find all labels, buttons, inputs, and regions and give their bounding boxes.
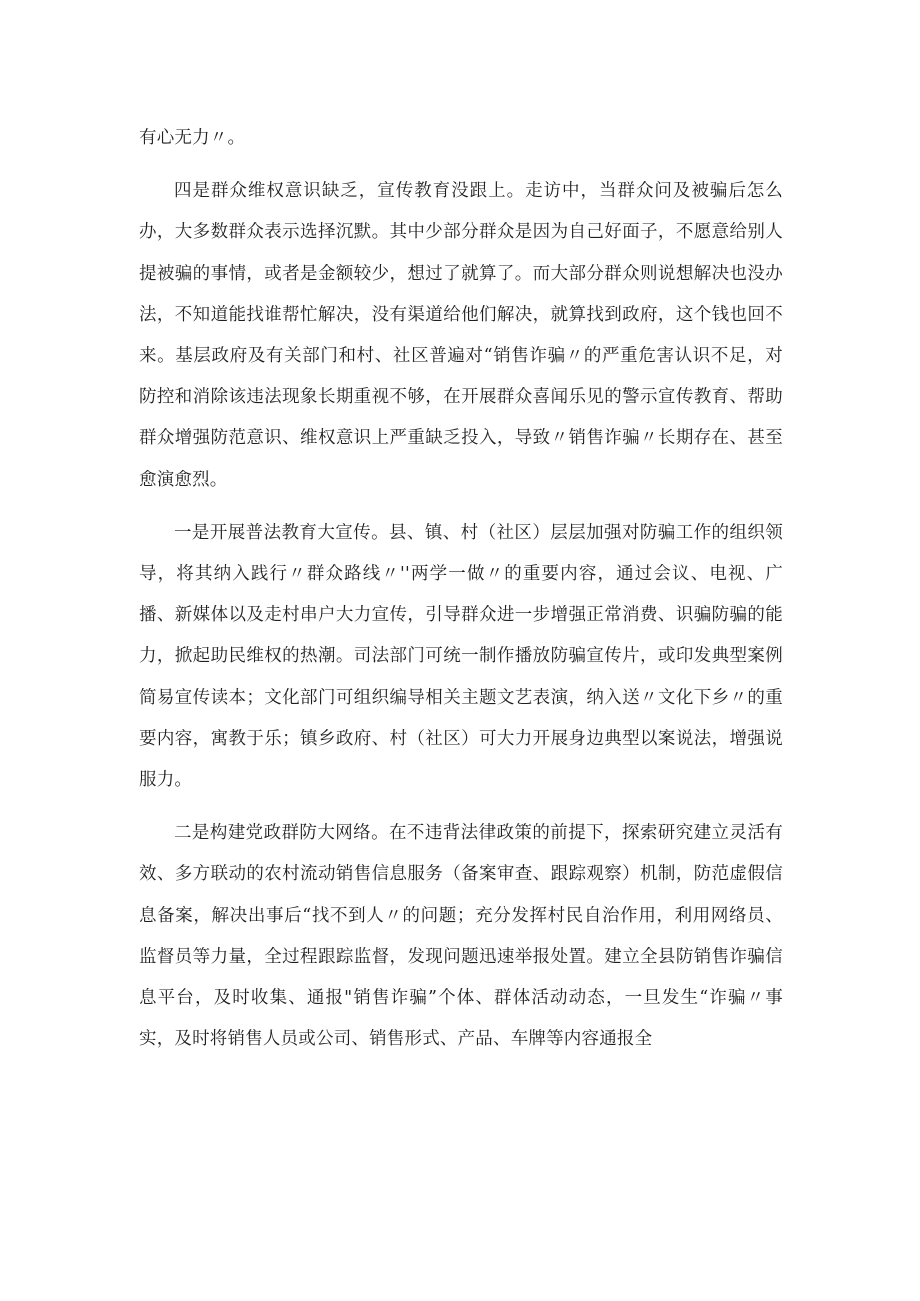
paragraph-legal-education: 一是开展普法教育大宣传。县、镇、村（社区）层层加强对防骗工作的组织领导，将其纳入践行〃群众路线〃''两学一做〃的重要内容，通过会议、电视、广播、新媒体以及走村串户大力宣传，引导群众进一步增强正常消费、识骗防骗的能力，掀起助民维权的热潮。司法部门可统一制作播放防骗宣传片，或印发典型案例简易宣传读本；文化部门可组织编导相关主题文艺表演，纳入送〃文化下乡〃的重要内容，寓教于乐；镇乡政府、村（社区）可大力开展身边典型以案说法，增强说服力。 <box>139 522 783 791</box>
paragraph-rights-awareness: 四是群众维权意识缺乏，宣传教育没跟上。走访中，当群众问及被骗后怎么办，大多数群众表示选择沉默。其中少部分群众是因为自己好面子，不愿意给别人提被骗的事情，或者是金额较少，想过了就算了。而大部分群众则说想解决也没办法，不知道能找谁帮忙解决，没有渠道给他们解决，就算找到政府，这个钱也回不来。基层政府及有关部门和村、社区普遍对“销售诈骗〃的严重危害认识不足，对防控和消除该违法现象长期重视不够，在开展群众喜闻乐见的警示宣传教育、帮助群众增强防范意识、维权意识上严重缺乏投入，导致〃销售诈骗〃长期存在、甚至愈演愈烈。 <box>139 181 783 490</box>
paragraph-continuation: 有心无力〃。 <box>139 128 246 148</box>
paragraph-prevention-network: 二是构建党政群防大网络。在不违背法律政策的前提下，探索研究建立灵活有效、多方联动的农村流动销售信息服务（备案审查、跟踪观察）机制，防范虚假信息备案，解决出事后“找不到人〃的问题；充分发挥村民自治作用，利用网络员、监督员等力量，全过程跟踪监督，发现问题迅速举报处置。建立全县防销售诈骗信息平台，及时收集、通报"销售诈骗”个体、群体活动动态，一旦发生“诈骗〃事实，及时将销售人员或公司、销售形式、产品、车牌等内容通报全 <box>139 823 783 1050</box>
document-body <box>139 118 783 1060</box>
